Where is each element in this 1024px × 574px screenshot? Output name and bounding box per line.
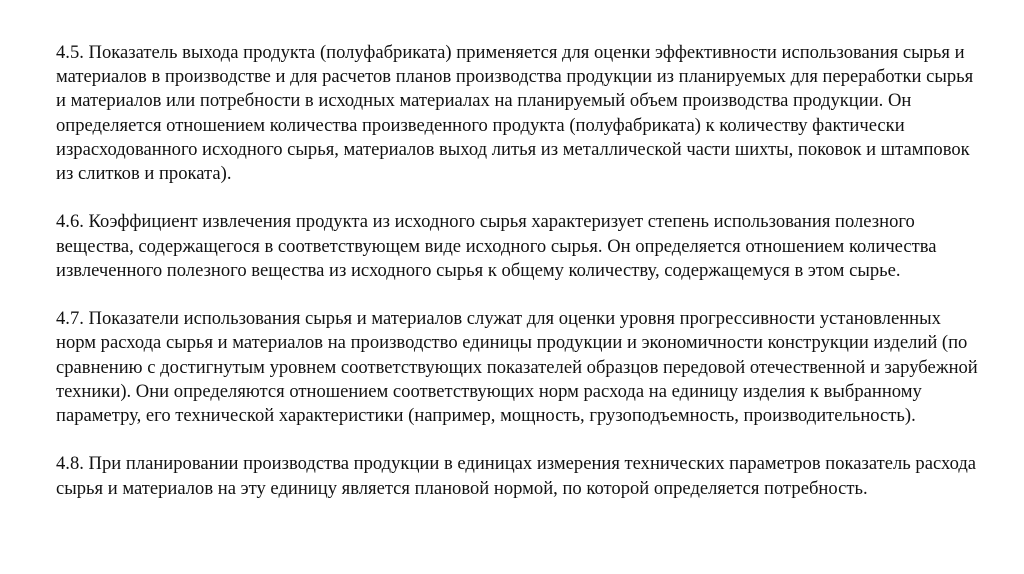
- paragraph-4-8: 4.8. При планировании производства продукции в единицах измерения технических параметров показатель расхода сырья и материалов на эту единицу является плановой нормой, по которой определяется потребность.: [56, 453, 977, 499]
- paragraph-4-7: 4.7. Показатели использования сырья и материалов служат для оценки уровня прогрессивности установленных норм расхода сырья и материалов на производство единицы продукции и экономичности конструкции изделий (по сравнению с достигнутым уровнем соответствующих показателей образцов передовой отечественной и зарубежной техники). Они определяются отношением соответствующих норм расхода на единицу изделия к выбранному параметру, его технической характеристики (например, мощность, грузоподъемность, производительность).: [56, 308, 978, 427]
- paragraph-4-6: 4.6. Коэффициент извлечения продукта из исходного сырья характеризует степень использования полезного вещества, содержащегося в соответствующем виде исходного сырья. Он определяется отношением количества извлеченного полезного вещества из исходного сырья к общему количеству, содержащемуся в этом сырье.: [56, 211, 937, 281]
- paragraph-4-5: 4.5. Показатель выхода продукта (полуфабриката) применяется для оценки эффективности использования сырья и материалов в производстве и для расчетов планов производства продукции из планируемых для переработки сырья и материалов или потребности в исходных материалах на планируемый объем производства продукции. Он определяется отношением количества произведенного продукта (полуфабриката) к количеству фактически израсходованного исходного сырья, материалов выход литья из металлической части шихты, поковок и штамповок из слитков и проката).: [56, 42, 974, 185]
